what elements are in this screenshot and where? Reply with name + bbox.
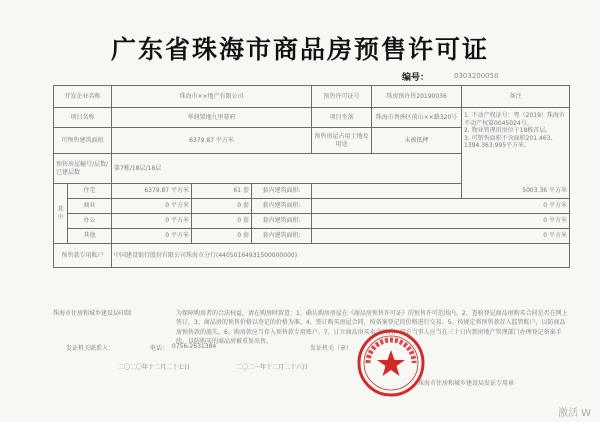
of-which-label: 其中	[54, 184, 68, 244]
office-label: 办公	[68, 214, 112, 229]
serial-value: 0303200050	[454, 72, 499, 80]
serial-label: 编号：	[402, 73, 430, 83]
issue-date: 二〇二〇年十二月二十七日	[118, 364, 191, 371]
table-row	[54, 86, 570, 108]
other-sub-value: 0 平方米	[312, 229, 570, 244]
land-use-value: 未被抵押	[372, 128, 462, 154]
license-table	[53, 85, 570, 268]
remark-item: 2. 物业管理用房位于18栋首层。	[464, 127, 552, 134]
certificate-no-value: 珠房预许售20190036	[372, 86, 462, 108]
commercial-area: 0 平方米	[112, 199, 192, 214]
official-seal-icon	[356, 328, 426, 398]
table-row	[54, 108, 570, 128]
bank-account-value: 中国建设银行股份有限公司珠海市分行(44050164931500000000)	[112, 244, 570, 268]
certificate-no-label: 预售许可证号	[312, 86, 372, 108]
table-row	[54, 199, 570, 214]
land-use-label: 预售房屋占用土地及用途	[312, 128, 372, 154]
authority-label: 发证机关（章）	[310, 345, 353, 352]
commercial-sub-label: 套内建筑面积:	[252, 199, 312, 214]
project-location-value: 珠海市香洲区前山××路320号	[372, 108, 462, 128]
presale-area-label: 可预售建筑面积	[54, 128, 112, 154]
table-row	[54, 229, 570, 244]
remarks-label: 备注	[462, 86, 570, 108]
project-location-label: 项目坐落	[312, 108, 372, 128]
remark-item: 3. 可销售面积不含面积201.463、1394.363.995平方米。	[464, 134, 557, 149]
office-area: 0 平方米	[112, 214, 192, 229]
commercial-label: 商业	[68, 199, 112, 214]
floors-value: 第7栋/18层/18层	[112, 154, 462, 184]
valid-until: 二〇二一年十二月二十六日	[236, 364, 309, 371]
floors-label: 预售房屋幢号/层数/已建层数	[54, 154, 112, 184]
office-sub-value: 0 平方米	[312, 214, 570, 229]
developer-value: 珠海市××地产有限公司	[112, 86, 312, 108]
other-area: 0 平方米	[112, 229, 192, 244]
office-units: 0 套	[192, 214, 252, 229]
activation-watermark: 激活 W	[558, 408, 592, 419]
issuer-note: 珠海市住房和城乡建设局印制	[53, 310, 132, 317]
developer-label: 开发企业名称	[54, 86, 112, 108]
residential-sub-label: 套内建筑面积:	[252, 184, 312, 199]
residential-units: 61 套	[192, 184, 252, 199]
phone-value: 0756-2631384	[172, 343, 217, 350]
residential-label: 住宅	[68, 184, 112, 199]
phone-label: 电话：	[150, 345, 169, 352]
residential-area: 6379.87 平方米	[112, 184, 192, 199]
commercial-sub-value: 0 平方米	[312, 199, 570, 214]
table-row	[54, 184, 570, 199]
legal-notice: 为保障购房者的合法权益，请在购房时留意：1、确认购房房屋在《商品房预售许可证》的预售许可范围内。2、查验登记商品房购买合同是否在网上签订，3、商品房的预售价格以登记的价格为准。4、签订购买房屋合同，按备案登记的价格进行交易。5、按规定将预售款存入监管账户，以防商品房预售款的流失。6、购房款应当存入预售款专用账户。7、订立商品房买卖合同后，双方当事人应当在三十日内到房地产管理部门办理登记备案手续。以防购买的商品房被重复出售。	[176, 310, 568, 345]
document-title: 广东省珠海市商品房预售许可证	[110, 35, 489, 64]
presale-area-value: 6379.87 平方米	[112, 128, 312, 154]
commercial-units: 0 套	[192, 199, 252, 214]
remark-item: 1. 不动产权证号：粤（2019）珠海市不动产权第0045024号。	[464, 112, 565, 127]
other-sub-label: 套内建筑面积:	[252, 229, 312, 244]
other-label: 其他	[68, 229, 112, 244]
residential-sub-value: 5003.36 平方米	[312, 184, 570, 199]
bank-account-label: 预售款专用账户	[54, 244, 112, 268]
table-row	[54, 214, 570, 229]
project-name-label: 项目名称	[54, 108, 112, 128]
other-units: 0 套	[192, 229, 252, 244]
office-sub-label: 套内建筑面积:	[252, 214, 312, 229]
seal-caption: 珠海市住房和城乡建设局发证专用章	[418, 380, 515, 387]
contact-label: 发证机关联系人：	[66, 345, 115, 352]
table-row	[54, 244, 570, 268]
project-name-value: 华润置地九里幕府	[112, 108, 312, 128]
